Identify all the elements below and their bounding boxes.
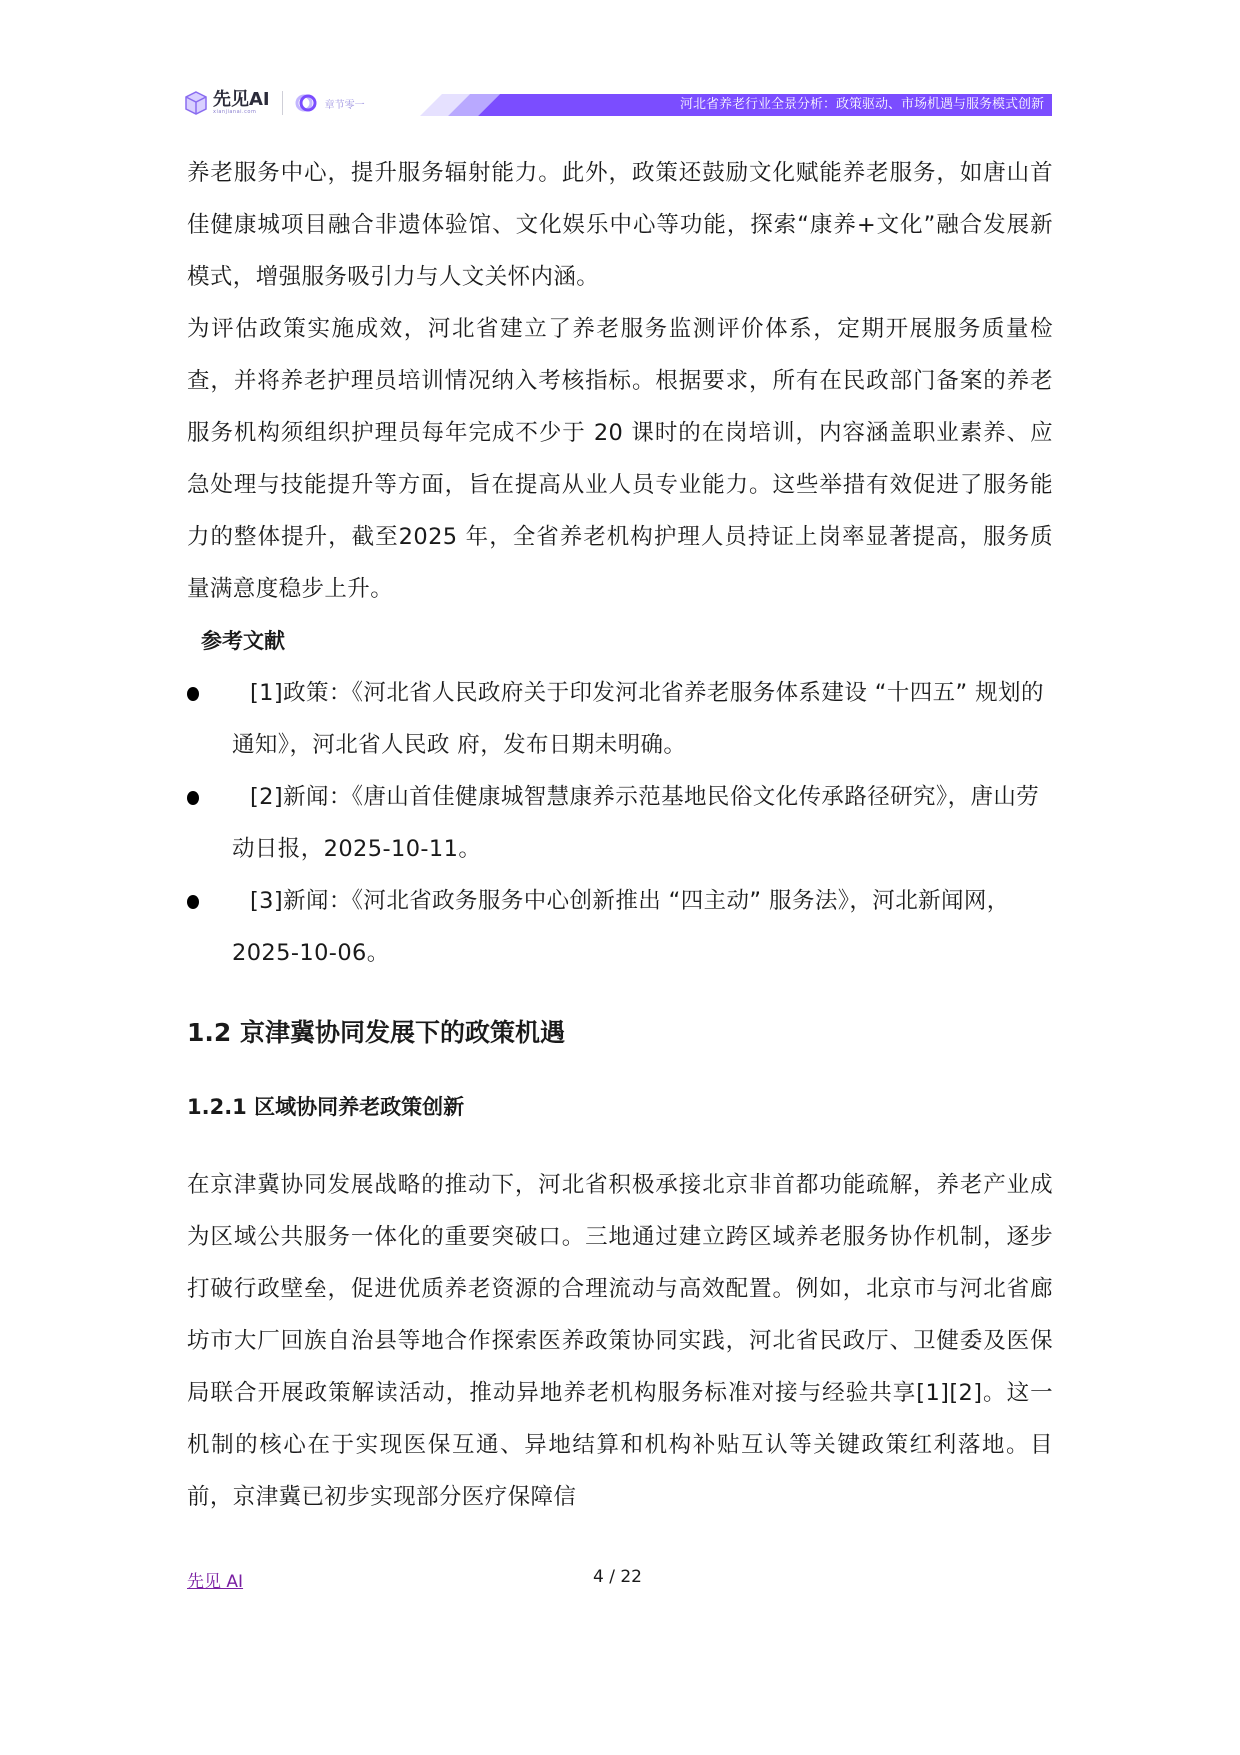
body-paragraph: 在京津冀协同发展战略的推动下，河北省积极承接北京非首都功能疏解，养老产业成为区域公共服务一体化的重要突破口。三地通过建立跨区域养老服务协作机制，逐步打破行政壁垒，促进优质养老资源的合理流动与高效配置。例如，北京市与河北省廊坊市大厂回族自治县等地合作探索医养政策协同实践，河北省民政厅、卫健委及医保局联合开展政策解读活动，推动异地养老机构服务标准对接与经验共享[1][2]。这一机制的核心在于实现医保互通、异地结算和机构补贴互认等关键政策红利落地。目前，京津冀已初步实现部分医疗保障信 bbox=[187, 1172, 1053, 1510]
logo-divider bbox=[282, 91, 283, 115]
partner-logo-icon bbox=[295, 92, 317, 114]
body-paragraph: 养老服务中心，提升服务辐射能力。此外，政策还鼓励文化赋能养老服务，如唐山首佳健康城项目融合非遗体验馆、文化娱乐中心等功能，探索“康养+文化”融合发展新模式，增强服务吸引力与人文关怀内涵。 bbox=[187, 160, 1053, 290]
reference-text: [1]政策：《河北省人民政府关于印发河北省养老服务体系建设 “十四五” 规划的通知》，河北省人民政 府，发布日期未明确。 bbox=[232, 680, 1044, 758]
bullet-icon bbox=[187, 687, 199, 701]
footer-brand-link[interactable]: 先见 AI bbox=[187, 1572, 244, 1592]
reference-item bbox=[187, 667, 1053, 771]
references-heading: 参考文献 bbox=[201, 629, 285, 653]
section-heading: 1.2 京津冀协同发展下的政策机遇 bbox=[187, 1018, 565, 1047]
brand-url: xianjianai.com bbox=[213, 109, 257, 115]
document-body bbox=[187, 147, 1053, 1523]
subsection-heading: 1.2.1 区域协同养老政策创新 bbox=[187, 1095, 465, 1119]
page-number: 4 / 22 bbox=[593, 1567, 642, 1587]
bullet-icon bbox=[187, 895, 199, 909]
partner-name: 章节零一 bbox=[324, 99, 365, 111]
brand-logo bbox=[183, 90, 365, 116]
cube-logo-icon bbox=[183, 90, 209, 116]
page-header bbox=[0, 0, 1240, 140]
header-banner bbox=[420, 94, 1052, 116]
brand-wordmark bbox=[213, 91, 270, 115]
document-title: 河北省养老行业全景分析：政策驱动、市场机遇与服务模式创新 bbox=[679, 97, 1044, 112]
reference-text: [2]新闻：《唐山首佳健康城智慧康养示范基地民俗文化传承路径研究》，唐山劳动日报，2025-10-11。 bbox=[232, 784, 1040, 862]
bullet-icon bbox=[187, 791, 199, 805]
brand-name: 先见AI bbox=[213, 89, 270, 110]
reference-item bbox=[187, 875, 1053, 979]
reference-text: [3]新闻：《河北省政务服务中心创新推出 “四主动” 服务法》，河北新闻网，2025-10-06。 bbox=[232, 888, 1010, 966]
reference-item bbox=[187, 771, 1053, 875]
body-paragraph: 为评估政策实施成效，河北省建立了养老服务监测评价体系，定期开展服务质量检查，并将养老护理员培训情况纳入考核指标。根据要求，所有在民政部门备案的养老服务机构须组织护理员每年完成不少于 20 课时的在岗培训，内容涵盖职业素养、应急处理与技能提升等方面，旨在提高从业人员专业能力。这些举措有效促进了服务能力的整体提升，截至2025 年，全省养老机构护理人员持证上岗率显著提高，服务质量满意度稳步上升。 bbox=[187, 316, 1053, 602]
